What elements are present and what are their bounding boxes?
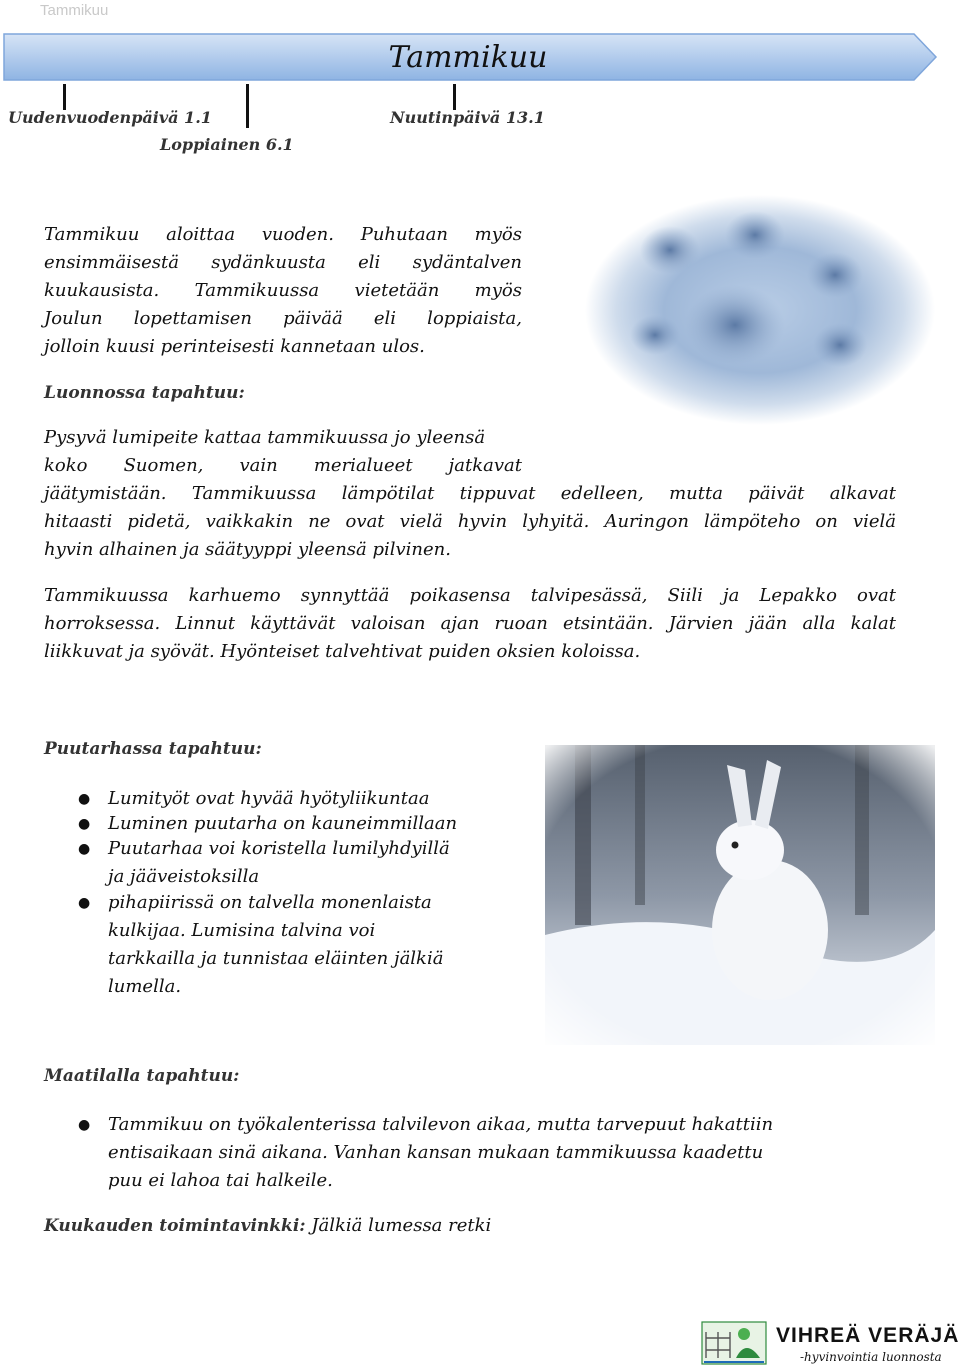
bullet-icon: ●: [78, 816, 91, 832]
nature-paragraph-2: [44, 582, 896, 666]
nature-line: horroksessa. Linnut käyttävät valoisan ajan ruoan etsintään. Järvien jään alla kalat: [44, 613, 896, 634]
monthly-tip: [44, 1215, 491, 1236]
timeline-tick: [246, 84, 249, 128]
list-item: ● pihapiirissä on talvella monenlaista kulkijaa. Lumisina talvina voi tarkkailla ja tunnistaa eläinten jälkiä lumella.: [44, 889, 544, 1001]
nature-line: Tammikuussa karhuemo synnyttää poikasensa talvipesässä, Siili ja Lepakko ovat: [44, 585, 896, 606]
nature-line: koko Suomen, vain merialueet jatkavat: [44, 455, 522, 476]
timeline-tick: [453, 84, 456, 110]
page-title: Tammikuu: [388, 40, 548, 75]
timeline-tick: [63, 84, 66, 110]
intro-line: Joulun lopettamisen päivää eli loppiaista,: [44, 308, 522, 329]
intro-line: kuukausista. Tammikuussa vietetään myös: [44, 280, 522, 301]
list-item: ● Puutarhaa voi koristella lumilyhdyillä ja jääveistoksilla: [44, 835, 544, 891]
garden-heading: Puutarhassa tapahtuu:: [44, 739, 262, 759]
farm-heading: Maatilalla tapahtuu:: [44, 1066, 240, 1086]
nature-line: hitaasti pidetä, vaikkakin ne ovat vielä hyvin lyhyitä. Auringon lämpöteho on vielä: [44, 511, 896, 532]
bullet-icon: ●: [78, 841, 91, 857]
bullet-icon: ●: [78, 1117, 91, 1133]
tip-text: Jälkiä lumessa retki: [311, 1215, 492, 1236]
nature-line: liikkuvat ja syövät. Hyönteiset talvehtivat puiden oksien koloissa.: [44, 641, 641, 662]
holiday-nuutinpaiva: Nuutinpäivä 13.1: [390, 108, 545, 127]
list-item: ● Lumityöt ovat hyvää hyötyliikuntaa: [44, 785, 544, 813]
document-tab-label: Tammikuu: [40, 2, 109, 19]
snow-paw-print-image: [585, 195, 935, 425]
nature-line: hyvin alhainen ja säätyyppi yleensä pilvinen.: [44, 539, 451, 560]
nature-line: jäätymistään. Tammikuussa lämpötilat tippuvat edelleen, mutta päivät alkavat: [44, 483, 896, 504]
intro-line: ensimmäisestä sydänkuusta eli sydäntalven: [44, 252, 522, 273]
garden-list: [44, 785, 544, 1001]
holiday-epiphany: Loppiainen 6.1: [160, 135, 294, 154]
farm-list: [44, 1111, 896, 1195]
vihrea-veraja-logo: [700, 1318, 960, 1368]
intro-paragraph: [44, 221, 522, 361]
nature-line: Pysyvä lumipeite kattaa tammikuussa jo yleensä: [44, 427, 486, 448]
list-item: ● Tammikuu on työkalenterissa talvilevon aikaa, mutta tarvepuut hakattiin entisaikaan sinä aikana. Vanhan kansan mukaan tammikuussa kaadettu puu ei lahoa tai halkeile.: [44, 1111, 896, 1195]
logo-tagline: -hyvinvointia luonnosta: [800, 1350, 942, 1364]
intro-line: Tammikuu aloittaa vuoden. Puhutaan myös: [44, 224, 522, 245]
nature-paragraph-1: [44, 424, 896, 564]
nature-heading: Luonnossa tapahtuu:: [44, 383, 245, 403]
snowshoe-hare-photo: [545, 745, 935, 1045]
bullet-icon: ●: [78, 791, 91, 807]
list-item: ● Luminen puutarha on kauneimmillaan: [44, 810, 544, 838]
holiday-new-year: Uudenvuodenpäivä 1.1: [8, 108, 212, 127]
intro-line: jolloin kuusi perinteisesti kannetaan ulos.: [44, 336, 425, 357]
tip-heading: Kuukauden toimintavinkki:: [44, 1216, 306, 1236]
bullet-icon: ●: [78, 895, 91, 911]
logo-gate-icon: [700, 1318, 768, 1366]
logo-name: VIHREÄ VERÄJÄ: [776, 1324, 960, 1347]
